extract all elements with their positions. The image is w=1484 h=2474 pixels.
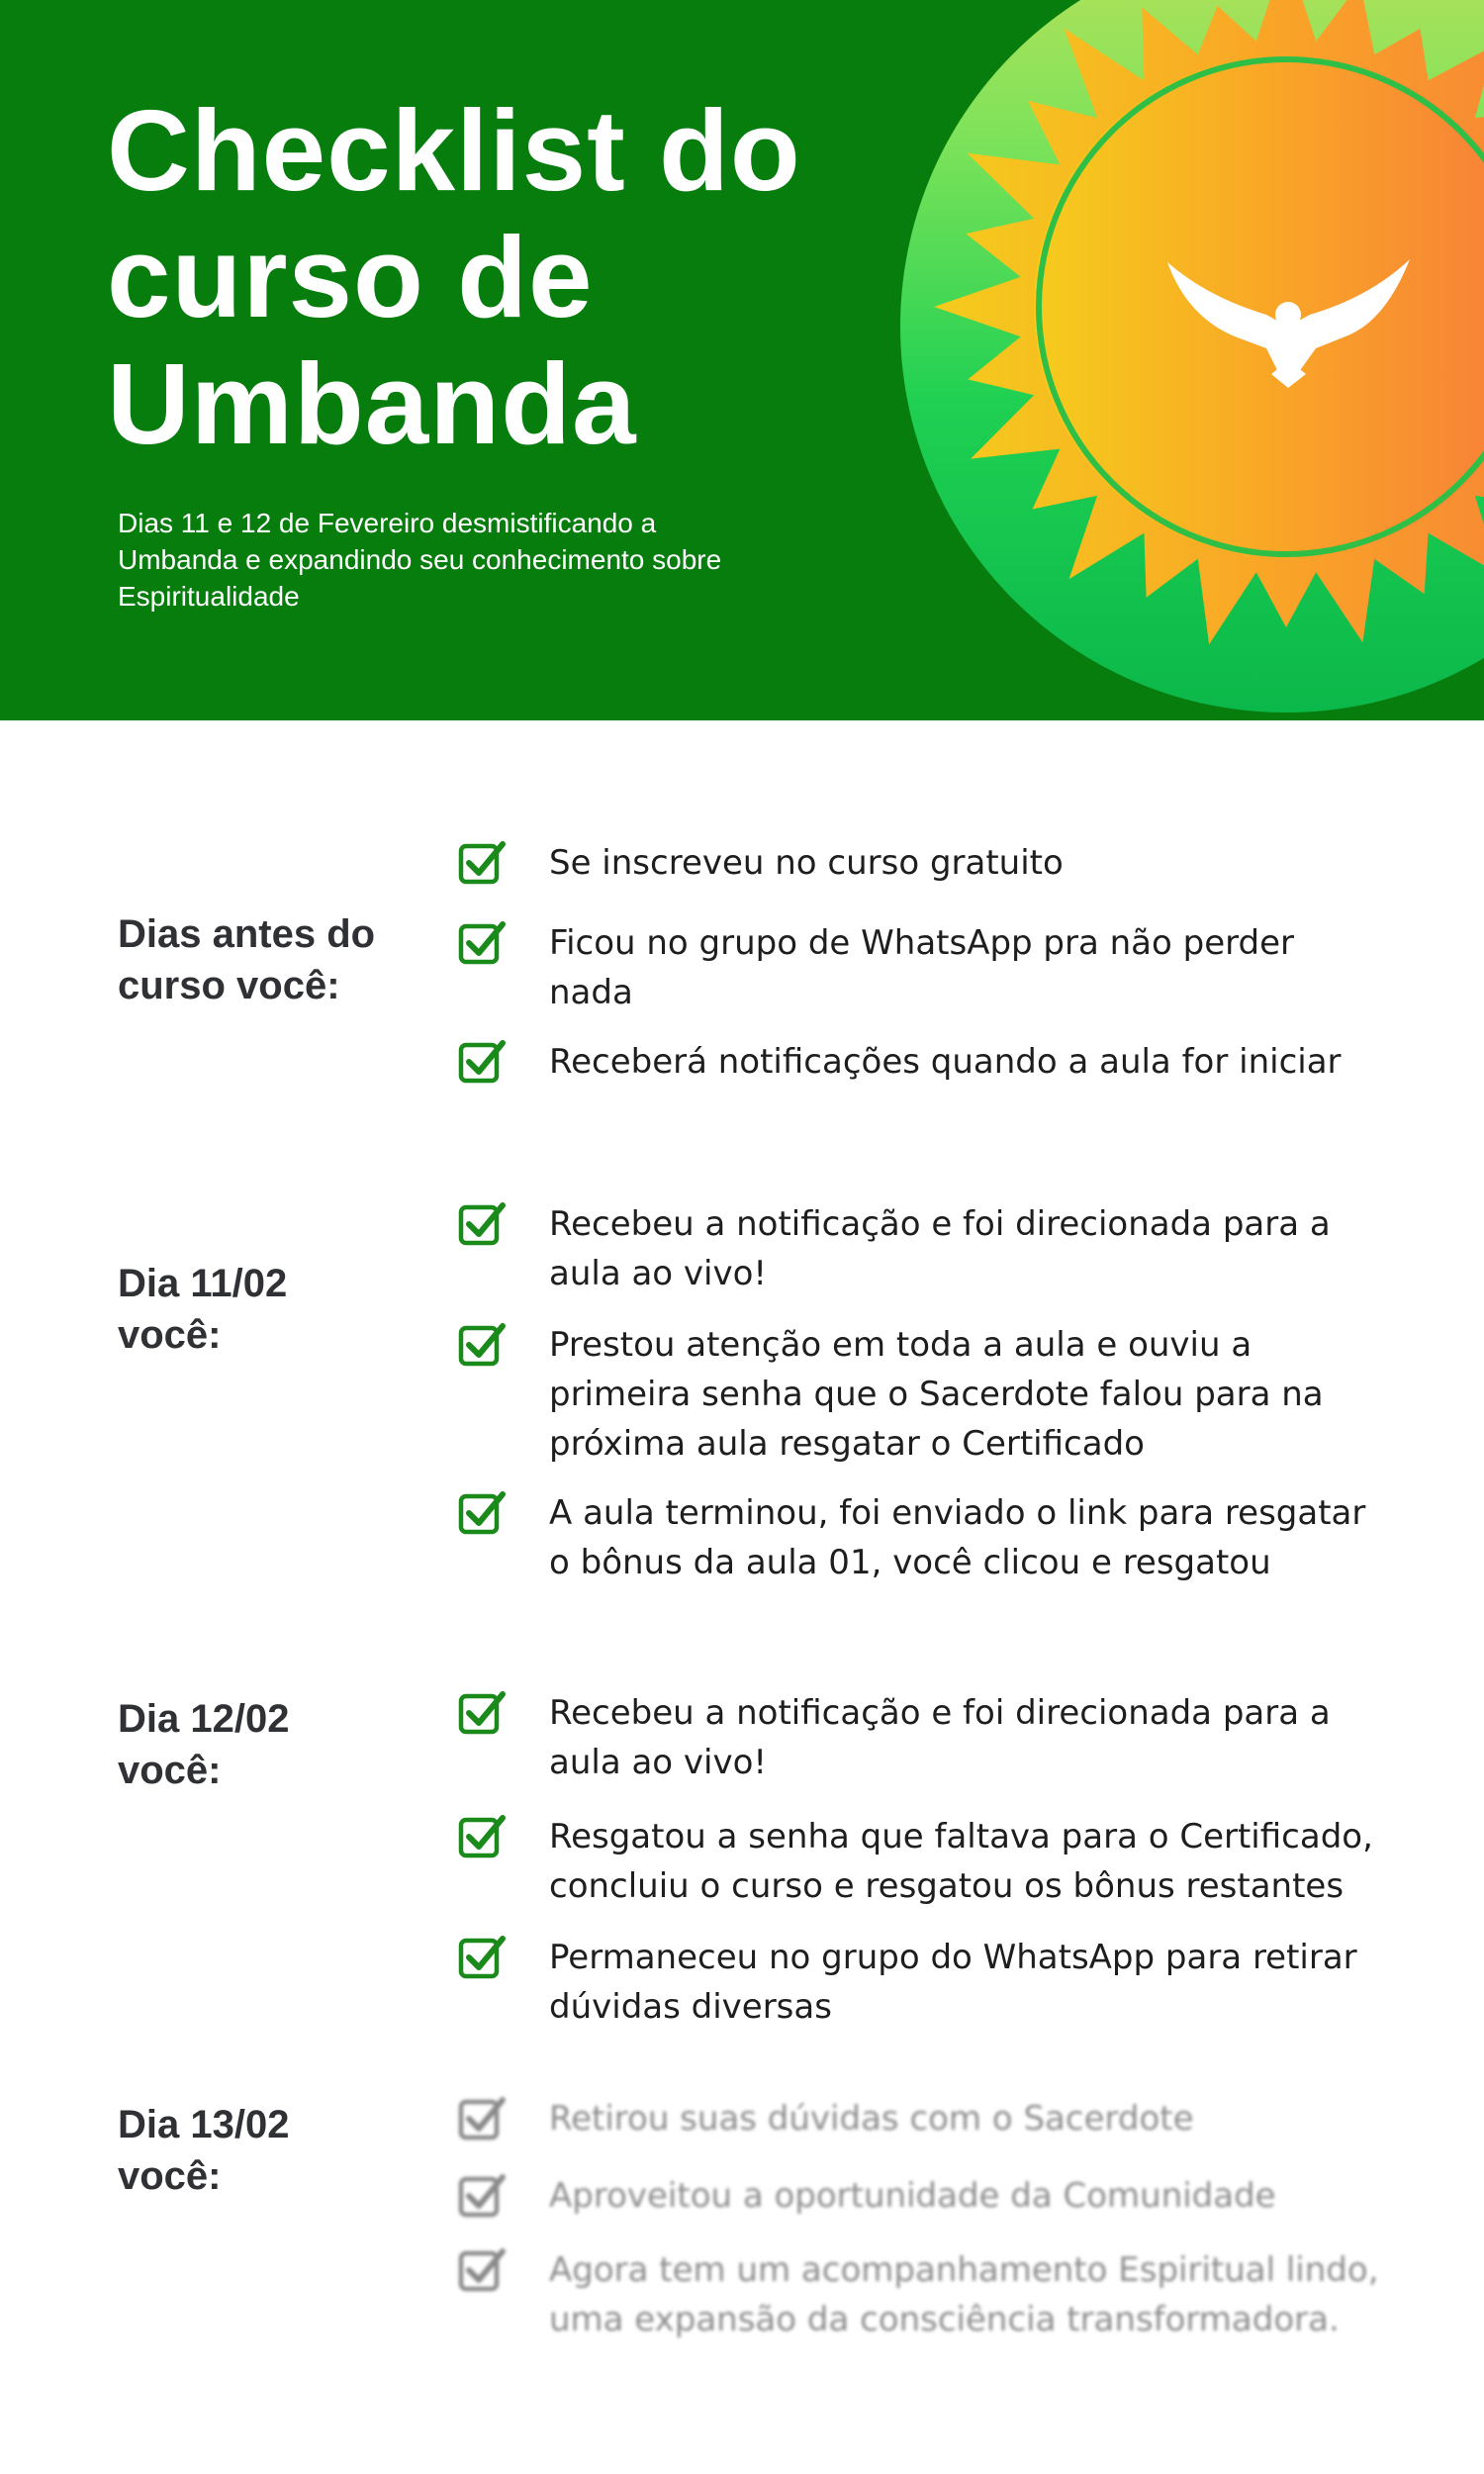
item-line: Se inscreveu no curso gratuito [549,843,1064,883]
checkbox-checked-icon [457,2171,507,2221]
section-label-line: Dia 13/02 [118,2103,290,2146]
subtitle [118,505,810,615]
checkbox-checked-icon [457,1812,507,1861]
item-line: próxima aula resgatar o Certificado [549,1424,1145,1464]
checkbox-checked-icon [457,838,507,888]
checkbox-checked-icon [457,2245,507,2295]
section-label-line: Dias antes do [118,912,376,956]
checkbox-checked-icon [457,2094,507,2143]
checklist-item-text [549,1320,1459,1469]
section-label-line: você: [118,1313,222,1357]
item-line: concluiu o curso e resgatou os bônus restantes [549,1866,1345,1906]
checklist-item-text [549,838,1459,888]
checklist-item-text [549,1688,1459,1787]
title-line: Umbanda [107,339,637,468]
page-title [107,87,918,467]
checklist-item-text [549,2094,1459,2143]
checkbox-checked-icon [457,1688,507,1738]
item-line: aula ao vivo! [549,1254,768,1293]
checklist-item-text [549,1488,1459,1587]
item-line: Recebeu a notificação e foi direcionada para a [549,1693,1331,1733]
item-line: Prestou atenção em toda a aula e ouviu a [549,1325,1252,1365]
checklist-item-text [549,1933,1459,2032]
checkbox-checked-icon [457,1320,507,1370]
subtitle-line: Umbanda e expandindo seu conhecimento sobre [118,544,722,575]
checkbox-checked-icon [457,1037,507,1087]
item-line: A aula terminou, foi enviado o link para resgatar [549,1493,1366,1533]
checkbox-checked-icon [457,918,507,968]
section-label-line: você: [118,1749,222,1792]
item-line: Retirou suas dúvidas com o Sacerdote [549,2099,1194,2139]
section-label [118,1258,434,1361]
item-line: Aproveitou a oportunidade da Comunidade [549,2176,1276,2216]
item-line: nada [549,973,633,1012]
item-line: o bônus da aula 01, você clicou e resgatou [549,1543,1271,1582]
checklist-item-text [549,2245,1459,2344]
checkbox-checked-icon [457,1933,507,1982]
item-line: primeira senha que o Sacerdote falou para na [549,1375,1324,1414]
section-label [118,2099,434,2202]
checkbox-checked-icon [457,1488,507,1538]
checklist-item-text [549,1199,1459,1298]
item-line: Recebeu a notificação e foi direcionada para a [549,1204,1331,1244]
checklist-item-text [549,2171,1459,2221]
title-line: Checklist do [107,86,801,215]
checklist-item-text [549,1037,1459,1087]
checklist-item-text [549,918,1459,1017]
section-label-line: Dia 11/02 [118,1262,288,1305]
section-label [118,908,434,1011]
section-label-line: você: [118,2154,222,2198]
title-line: curso de [107,213,594,341]
item-line: dúvidas diversas [549,1987,832,2027]
item-line: uma expansão da consciência transformadora. [549,2300,1340,2339]
item-line: Resgatou a senha que faltava para o Certificado, [549,1817,1373,1856]
item-line: Receberá notificações quando a aula for iniciar [549,1042,1342,1082]
header-banner [0,0,1484,720]
section-label [118,1693,434,1796]
item-line: aula ao vivo! [549,1743,768,1782]
checklist-item-text [549,1812,1459,1911]
item-line: Permaneceu no grupo do WhatsApp para retirar [549,1938,1357,1977]
section-label-line: Dia 12/02 [118,1697,290,1741]
item-line: Ficou no grupo de WhatsApp pra não perder [549,923,1294,963]
item-line: Agora tem um acompanhamento Espiritual lindo, [549,2250,1379,2290]
section-label-line: curso você: [118,964,340,1007]
subtitle-line: Dias 11 e 12 de Fevereiro desmistificando a [118,508,657,538]
subtitle-line: Espiritualidade [118,581,300,612]
dove-sun-logo-icon [831,0,1484,720]
checkbox-checked-icon [457,1199,507,1249]
